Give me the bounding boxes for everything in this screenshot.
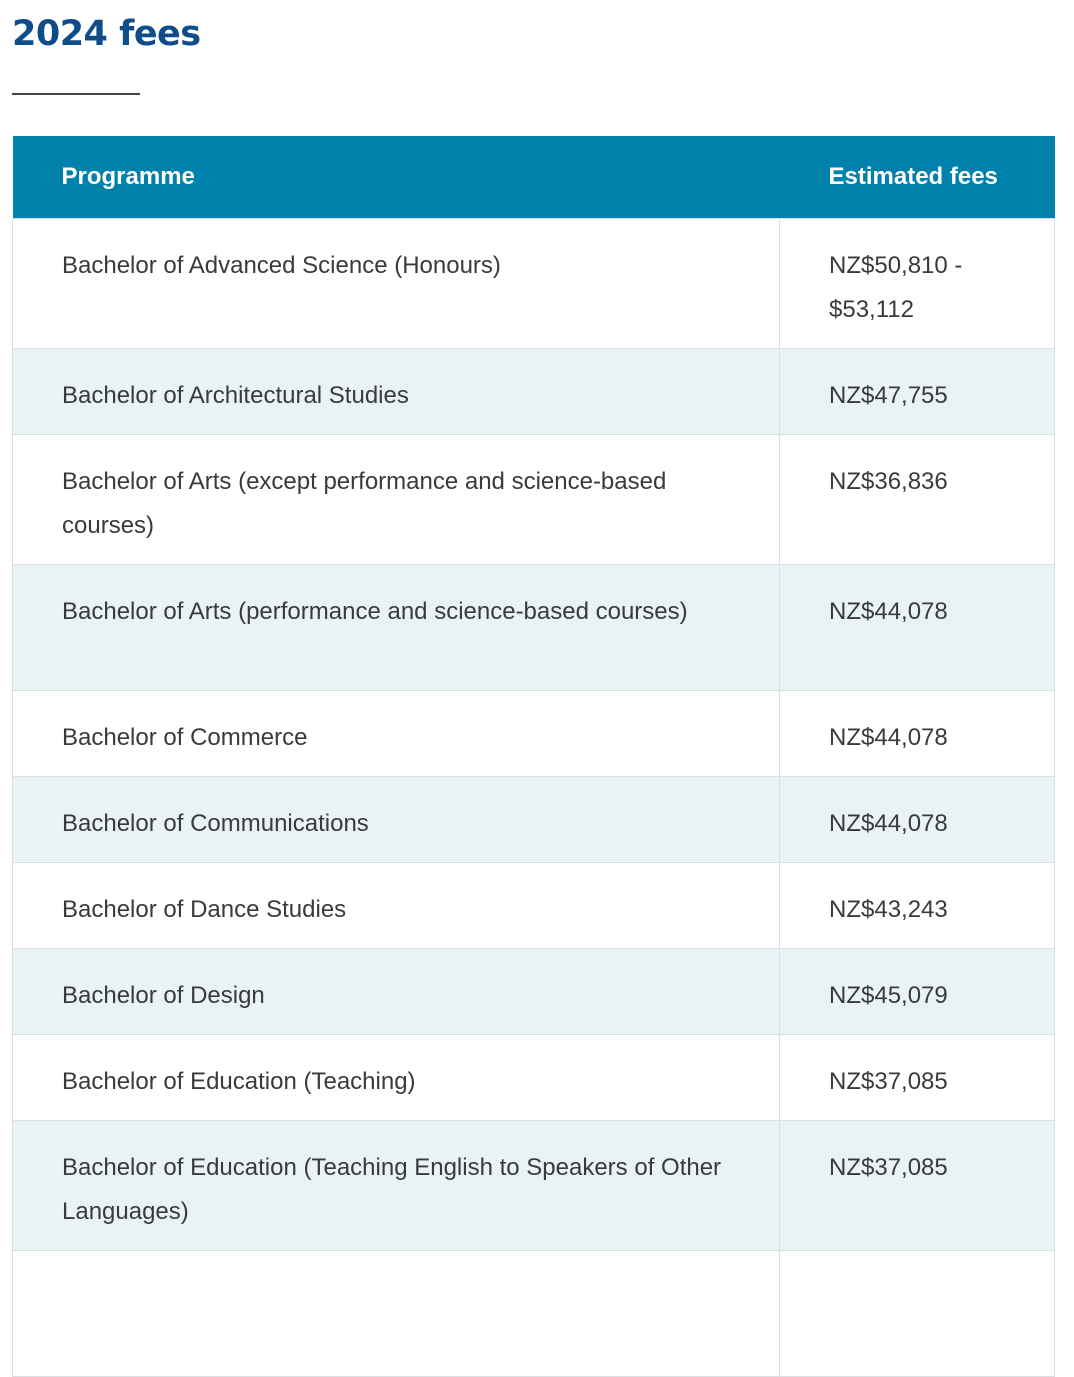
title-divider <box>12 93 140 95</box>
fee-cell: NZ$43,243 <box>780 862 1055 948</box>
fee-cell: NZ$37,085 <box>780 1120 1055 1250</box>
table-row <box>13 348 1055 434</box>
fee-cell: NZ$50,810 - $53,112 <box>780 218 1055 348</box>
fee-cell: NZ$36,836 <box>780 434 1055 564</box>
programme-cell: Bachelor of Education (Teaching) <box>13 1034 780 1120</box>
fee-cell <box>780 1250 1055 1376</box>
page-title: 2024 fees <box>12 14 201 54</box>
fees-column-header: Estimated fees <box>780 136 1055 218</box>
table-row <box>13 1120 1055 1250</box>
fee-cell: NZ$44,078 <box>780 690 1055 776</box>
programme-cell: Bachelor of Education (Teaching English to Speakers of Other Languages) <box>13 1120 780 1250</box>
table-row <box>13 218 1055 348</box>
table-row <box>13 1250 1055 1376</box>
table-header-row <box>13 136 1055 218</box>
table-row <box>13 1034 1055 1120</box>
programme-cell: Bachelor of Commerce <box>13 690 780 776</box>
programme-cell: Bachelor of Dance Studies <box>13 862 780 948</box>
programme-cell: Bachelor of Communications <box>13 776 780 862</box>
fee-cell: NZ$44,078 <box>780 564 1055 690</box>
programme-column-header: Programme <box>13 136 780 218</box>
programme-cell <box>13 1250 780 1376</box>
table-row <box>13 690 1055 776</box>
programme-cell: Bachelor of Advanced Science (Honours) <box>13 218 780 348</box>
programme-cell: Bachelor of Arts (performance and science-based courses) <box>13 564 780 690</box>
fees-table <box>12 136 1055 1377</box>
table-row <box>13 948 1055 1034</box>
programme-cell: Bachelor of Arts (except performance and science-based courses) <box>13 434 780 564</box>
table-row <box>13 776 1055 862</box>
fee-cell: NZ$47,755 <box>780 348 1055 434</box>
programme-cell: Bachelor of Architectural Studies <box>13 348 780 434</box>
programme-cell: Bachelor of Design <box>13 948 780 1034</box>
fee-cell: NZ$44,078 <box>780 776 1055 862</box>
table-row <box>13 564 1055 690</box>
fee-cell: NZ$37,085 <box>780 1034 1055 1120</box>
table-row <box>13 434 1055 564</box>
table-row <box>13 862 1055 948</box>
fee-cell: NZ$45,079 <box>780 948 1055 1034</box>
